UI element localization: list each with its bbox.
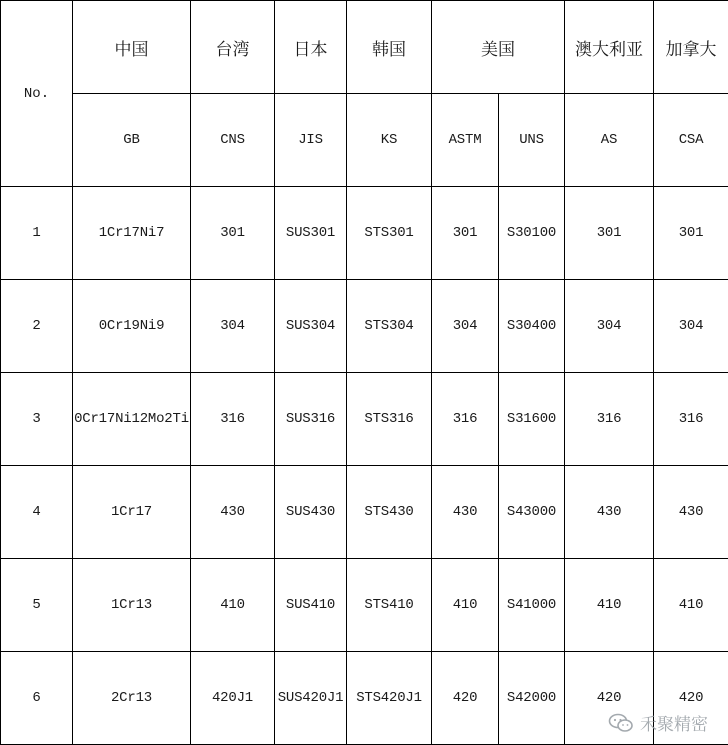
- row-number: 4: [1, 466, 73, 559]
- grade-cell-astm: 301: [432, 187, 499, 280]
- standard-header-as: AS: [565, 94, 654, 187]
- standard-header-astm: ASTM: [432, 94, 499, 187]
- grade-cell-astm: 420: [432, 652, 499, 745]
- grade-cell-jis: SUS420J1: [275, 652, 347, 745]
- grade-cell-gb: 1Cr17Ni7: [73, 187, 191, 280]
- table-body: [1, 1, 728, 745]
- grade-cell-jis: SUS430: [275, 466, 347, 559]
- grade-cell-gb: 1Cr17: [73, 466, 191, 559]
- grade-cell-ks: STS430: [347, 466, 432, 559]
- grade-cell-ks: STS304: [347, 280, 432, 373]
- grade-cell-cns: 420J1: [191, 652, 275, 745]
- grade-cell-csa: 430: [654, 466, 728, 559]
- country-header-taiwan: 台湾: [191, 1, 275, 94]
- standard-header-csa: CSA: [654, 94, 728, 187]
- watermark-text: 禾聚精密: [640, 715, 708, 735]
- grade-cell-ks: STS420J1: [347, 652, 432, 745]
- grade-cell-as: 410: [565, 559, 654, 652]
- grade-cell-astm: 316: [432, 373, 499, 466]
- header-row-countries: [1, 1, 728, 94]
- table-row: [1, 559, 728, 652]
- grade-cell-uns: S30100: [499, 187, 565, 280]
- grade-cell-cns: 316: [191, 373, 275, 466]
- grade-cell-gb: 0Cr19Ni9: [73, 280, 191, 373]
- table-row: [1, 466, 728, 559]
- grade-cell-ks: STS410: [347, 559, 432, 652]
- country-header-korea: 韩国: [347, 1, 432, 94]
- grade-cell-jis: SUS410: [275, 559, 347, 652]
- no-column-header: No.: [1, 1, 73, 187]
- grade-cell-csa: 420: [654, 652, 728, 745]
- grade-cell-ks: STS316: [347, 373, 432, 466]
- row-number: 1: [1, 187, 73, 280]
- grade-cell-as: 316: [565, 373, 654, 466]
- grade-cell-astm: 430: [432, 466, 499, 559]
- grade-cell-ks: STS301: [347, 187, 432, 280]
- grade-cell-jis: SUS304: [275, 280, 347, 373]
- grade-cell-jis: SUS316: [275, 373, 347, 466]
- grade-cell-gb: 2Cr13: [73, 652, 191, 745]
- row-number: 3: [1, 373, 73, 466]
- standard-header-jis: JIS: [275, 94, 347, 187]
- grade-cell-as: 420: [565, 652, 654, 745]
- grade-cell-astm: 410: [432, 559, 499, 652]
- row-number: 6: [1, 652, 73, 745]
- table-row: [1, 373, 728, 466]
- country-header-canada: 加拿大: [654, 1, 728, 94]
- grade-cell-csa: 301: [654, 187, 728, 280]
- table-row: [1, 280, 728, 373]
- grade-cell-uns: S43000: [499, 466, 565, 559]
- grade-cell-csa: 410: [654, 559, 728, 652]
- grade-cell-csa: 304: [654, 280, 728, 373]
- country-header-usa: 美国: [432, 1, 565, 94]
- grade-cell-as: 301: [565, 187, 654, 280]
- grade-cell-as: 430: [565, 466, 654, 559]
- grade-cell-astm: 304: [432, 280, 499, 373]
- row-number: 2: [1, 280, 73, 373]
- standard-header-ks: KS: [347, 94, 432, 187]
- country-header-australia: 澳大利亚: [565, 1, 654, 94]
- grade-cell-gb: 1Cr13: [73, 559, 191, 652]
- grade-cell-as: 304: [565, 280, 654, 373]
- grade-cell-uns: S30400: [499, 280, 565, 373]
- standard-header-uns: UNS: [499, 94, 565, 187]
- grade-cell-cns: 410: [191, 559, 275, 652]
- grade-cell-csa: 316: [654, 373, 728, 466]
- standard-header-cns: CNS: [191, 94, 275, 187]
- table-row: [1, 187, 728, 280]
- grade-cell-cns: 301: [191, 187, 275, 280]
- grade-cell-cns: 304: [191, 280, 275, 373]
- grade-cell-cns: 430: [191, 466, 275, 559]
- standard-header-gb: GB: [73, 94, 191, 187]
- grade-cell-uns: S42000: [499, 652, 565, 745]
- country-header-china: 中国: [73, 1, 191, 94]
- watermark: [608, 710, 708, 735]
- row-number: 5: [1, 559, 73, 652]
- grade-cell-uns: S41000: [499, 559, 565, 652]
- wechat-icon: [608, 713, 634, 733]
- grade-cell-gb: 0Cr17Ni12Mo2Ti: [73, 373, 191, 466]
- header-row-standards: [1, 94, 728, 187]
- country-header-japan: 日本: [275, 1, 347, 94]
- grade-cell-uns: S31600: [499, 373, 565, 466]
- grade-cell-jis: SUS301: [275, 187, 347, 280]
